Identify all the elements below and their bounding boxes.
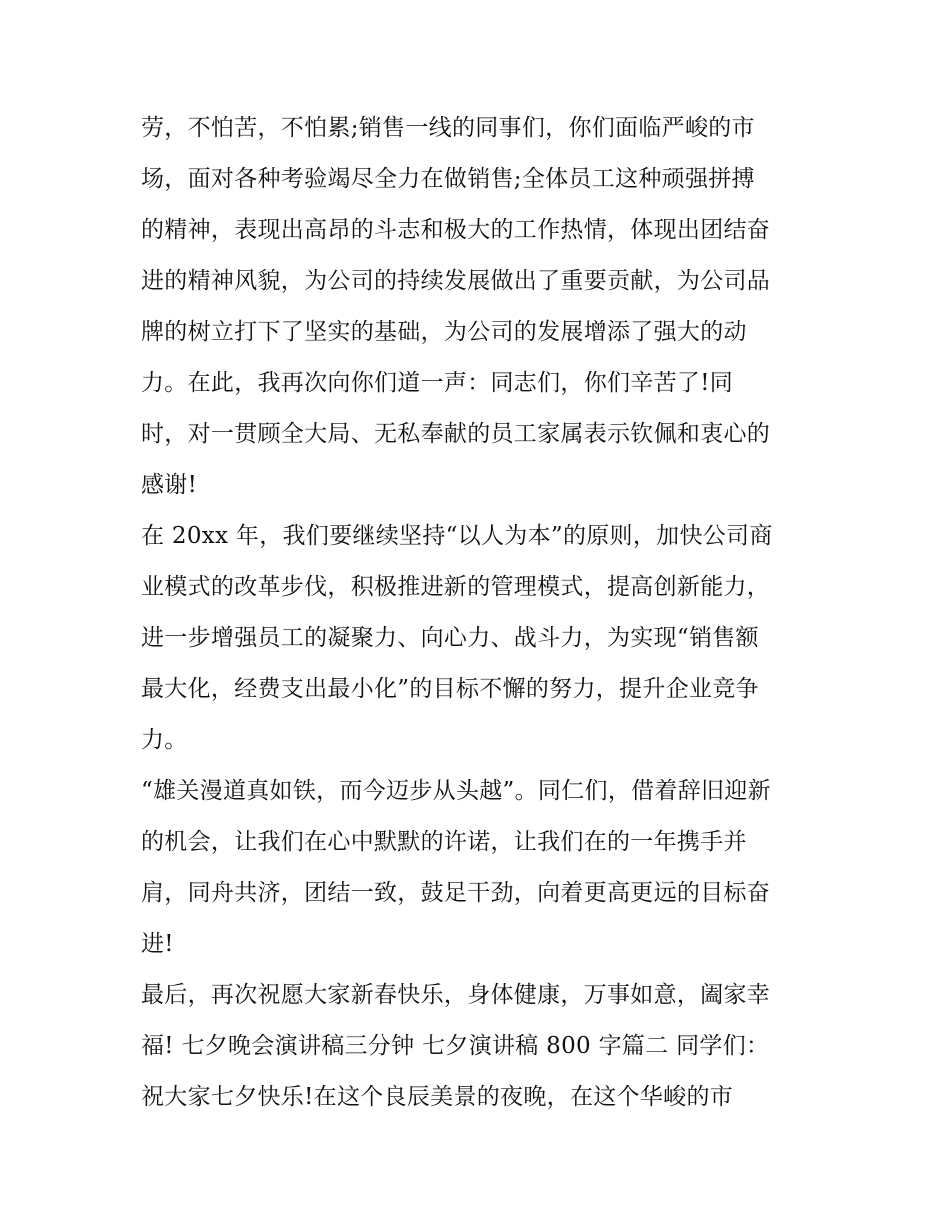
text-line: 最大化，经费支出最小化”的目标不懈的努力，提升企业竞争 bbox=[141, 676, 759, 702]
text-line: 的机会，让我们在心中默默的许诺，让我们在的一年携手并 bbox=[141, 829, 747, 855]
text-line: 进! bbox=[141, 931, 174, 957]
text-line: 肩，同舟共济，团结一致，鼓足干劲，向着更高更远的目标奋 bbox=[141, 880, 771, 906]
text-line: 感谢! bbox=[141, 472, 198, 498]
text-line: 业模式的改革步伐，积极推进新的管理模式，提高创新能力， bbox=[141, 574, 771, 600]
text-line: 的精神，表现出高昂的斗志和极大的工作热情，体现出团结奋 bbox=[141, 217, 771, 243]
text-line: 最后，再次祝愿大家新春快乐，身体健康，万事如意，阖家幸 bbox=[141, 982, 771, 1008]
text-line: 时，对一贯顾全大局、无私奉献的员工家属表示钦佩和衷心的 bbox=[141, 421, 771, 447]
text-line: 力。 bbox=[141, 727, 188, 753]
text-line: 进一步增强员工的凝聚力、向心力、战斗力，为实现“销售额 bbox=[141, 625, 759, 651]
text-line: 劳，不怕苦，不怕累;销售一线的同事们，你们面临严峻的市 bbox=[141, 115, 755, 141]
text-line: 进的精神风貌，为公司的持续发展做出了重要贡献，为公司品 bbox=[141, 268, 771, 294]
text-line: “雄关漫道真如铁，而今迈步从头越”。同仁们，借着辞旧迎新 bbox=[141, 778, 771, 804]
text-line: 祝大家七夕快乐!在这个良辰美景的夜晚，在这个华峻的市 bbox=[141, 1084, 734, 1110]
text-line: 福! 七夕晚会演讲稿三分钟 七夕演讲稿 800 字篇二 同学们： bbox=[141, 1033, 770, 1059]
text-line: 力。在此，我再次向你们道一声：同志们，你们辛苦了!同 bbox=[141, 370, 734, 396]
text-line: 场，面对各种考验竭尽全力在做销售;全体员工这种顽强拼搏 bbox=[141, 166, 755, 192]
text-line: 牌的树立打下了坚实的基础，为公司的发展增添了强大的动 bbox=[141, 319, 747, 345]
text-line: 在 20xx 年，我们要继续坚持“以人为本”的原则，加快公司商 bbox=[141, 523, 773, 549]
